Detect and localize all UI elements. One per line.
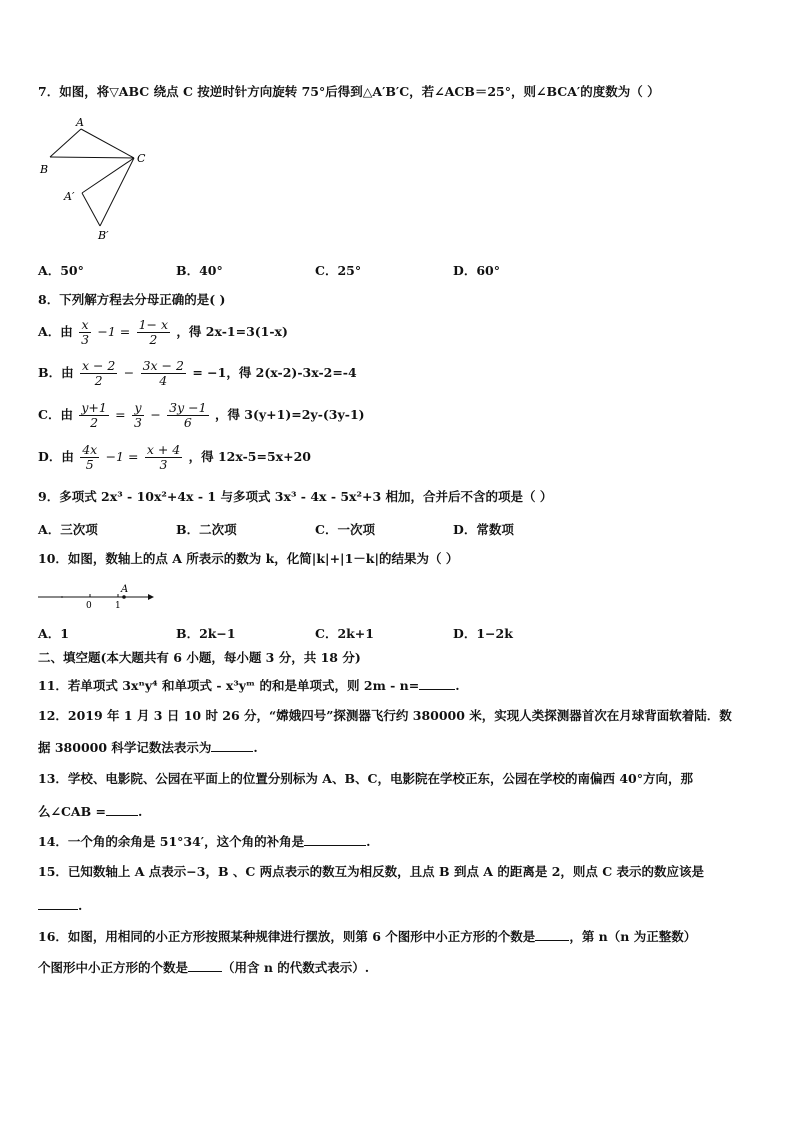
- point-a: [122, 595, 126, 599]
- q8-option-c: C．由 $\frac{y+1}{2}$ = $\frac{y}{3}$ − $\frac{3y -1}{6}$ ，得 3(y+1)=2y-(3y-1): [38, 400, 365, 430]
- section-heading: 二、填空题(本大题共有 6 小题，每小题 3 分，共 18 分): [38, 650, 361, 665]
- q12-line2: 据 380000 科学记数法表示为 .: [38, 740, 258, 755]
- q8-option-b: B．由 $\frac{x - 2}{2}$ − $\frac{3x - 2}{4}$ = −1，得 2(x-2)-3x-2=-4: [38, 358, 357, 388]
- fraction: $\frac{1- x}{2}$: [138, 317, 169, 347]
- answer-blank: [304, 833, 366, 846]
- q13-line2: 么∠CAB = .: [38, 804, 143, 819]
- q7-triangle-figure: [36, 115, 156, 245]
- axis-arrow-icon: [148, 594, 154, 600]
- segment-bc: [50, 157, 134, 158]
- answer-blank: [211, 739, 253, 752]
- q7-option-a: A．50°: [38, 263, 84, 278]
- q15-line2: .: [38, 897, 82, 914]
- answer-blank: [38, 897, 78, 910]
- label-c: C: [137, 152, 146, 165]
- point-label-a: A: [121, 584, 129, 595]
- q8-option-a: A．由 $\frac{x}{3}$ −1 = $\frac{1- x}{2}$ ，得 2x-1=3(1-x): [38, 317, 288, 347]
- answer-blank: [535, 928, 569, 941]
- q16-line1: 16．如图，用相同的小正方形按照某种规律进行摆放，则第 6 个图形中小正方形的个数是 ，第 n（n 为正整数）: [38, 929, 697, 944]
- segment-ab: [50, 129, 81, 157]
- q13-line1: 13．学校、电影院、公园在平面上的位置分别标为 A、B、C，电影院在学校正东，公园在学校的南偏西 40°方向，那: [38, 771, 693, 786]
- q11-text: 11．若单项式 3xⁿy⁴ 和单项式 - x³yᵐ 的和是单项式，则 2m - n= .: [38, 678, 460, 693]
- fraction: $\frac{4x}{5}$: [82, 442, 98, 472]
- fraction: $\frac{x - 2}{2}$: [81, 358, 116, 388]
- label-a-prime: A′: [64, 190, 75, 203]
- q9-text: 9．多项式 2x³ - 10x²+4x - 1 与多项式 3x³ - 4x - 5x²+3 相加，合并后不含的项是（ ）: [38, 489, 553, 504]
- q9-option-b: B．二次项: [176, 522, 237, 537]
- q12-line1: 12．2019 年 1 月 3 日 10 时 26 分，“嫦娥四号”探测器飞行约 380000 米，实现人类探测器首次在月球背面软着陆．数: [38, 708, 732, 723]
- q7-option-b: B．40°: [176, 263, 223, 278]
- q10-text: 10．如图，数轴上的点 A 所表示的数为 k，化简|k|+|1－k|的结果为（ ）: [38, 551, 459, 566]
- q9-option-a: A．三次项: [38, 522, 98, 537]
- q10-option-b: B．2k−1: [176, 626, 236, 641]
- fraction: $\frac{x + 4}{3}$: [146, 442, 181, 472]
- label-a: A: [76, 116, 84, 129]
- fraction: $\frac{3y -1}{6}$: [169, 400, 207, 430]
- q14-text: 14．一个角的余角是 51°34′，这个角的补角是 .: [38, 834, 371, 849]
- q10-number-line: [36, 580, 166, 612]
- segment-b1c: [100, 158, 134, 226]
- fraction: $\frac{x}{3}$: [81, 317, 90, 347]
- q9-option-c: C．一次项: [315, 522, 375, 537]
- answer-blank: [188, 959, 222, 972]
- q7-option-c: C．25°: [315, 263, 362, 278]
- answer-blank: [419, 677, 455, 690]
- label-b: B: [40, 163, 49, 176]
- q7-text: 7．如图，将▽ABC 绕点 C 按逆时针方向旋转 75°后得到△A′B′C，若∠ACB＝25°，则∠BCA′的度数为（ ）: [38, 84, 660, 99]
- q10-option-a: A．1: [38, 626, 69, 641]
- q10-option-d: D．1−2k: [453, 626, 513, 641]
- answer-blank: [106, 803, 138, 816]
- segment-ac: [81, 129, 134, 158]
- tick-label-one: 1: [115, 601, 121, 611]
- tick-label-zero: 0: [86, 601, 92, 611]
- dot-left: [61, 596, 63, 598]
- segment-a1b1: [82, 193, 100, 226]
- fraction: $\frac{3x - 2}{4}$: [142, 358, 184, 388]
- label-b-prime: B′: [98, 229, 109, 242]
- q9-option-d: D．常数项: [453, 522, 514, 537]
- q16-line2: 个图形中小正方形的个数是 （用含 n 的代数式表示）.: [38, 960, 370, 975]
- q7-option-d: D．60°: [453, 263, 500, 278]
- q8-text: 8．下列解方程去分母正确的是( ): [38, 292, 226, 307]
- q15-line1: 15．已知数轴上 A 点表示−3，B 、C 两点表示的数互为相反数，且点 B 到点 A 的距离是 2，则点 C 表示的数应该是: [38, 864, 705, 879]
- q8-option-d: D．由 $\frac{4x}{5}$ −1 = $\frac{x + 4}{3}$ ，得 12x-5=5x+20: [38, 442, 311, 472]
- fraction: $\frac{y}{3}$: [134, 400, 142, 430]
- q10-option-c: C．2k+1: [315, 626, 374, 641]
- segment-a1c: [82, 158, 134, 193]
- fraction: $\frac{y+1}{2}$: [81, 400, 107, 430]
